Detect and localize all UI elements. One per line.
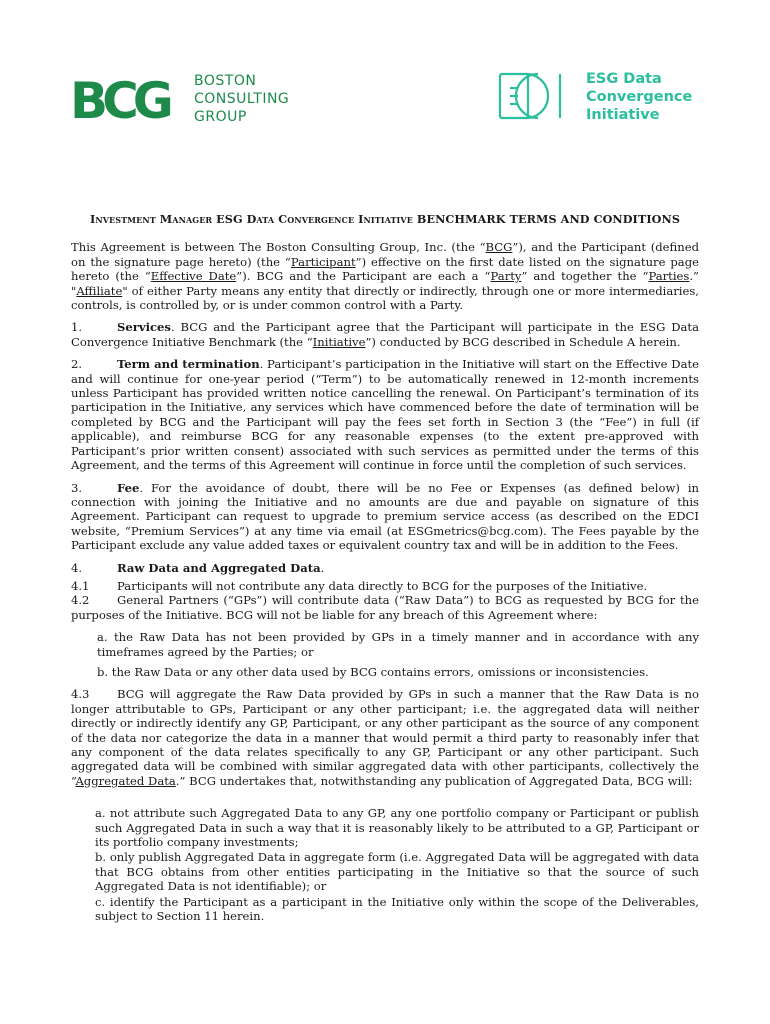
edci-logo-line1: ESG Data bbox=[586, 71, 662, 87]
clause-4-3-item-a: a. not attribute such Aggregated Data to any GP, any one portfolio company or Participant or publish such Aggregated Data in such a way that it is reasonably likely to be attributed to a GP, Participant or its portfolio company investments; bbox=[95, 806, 699, 850]
edci-logo-line2: Convergence bbox=[586, 89, 693, 105]
clause-4-2-number: 4.2 bbox=[71, 593, 90, 608]
edci-logo-line3: Initiative bbox=[586, 107, 660, 123]
defined-term-parties: Parties bbox=[648, 269, 690, 284]
section-3 bbox=[71, 481, 699, 553]
title-part-a: Investment Manager ESG Data Convergence Initiative bbox=[89, 212, 413, 226]
clause-4-1-number: 4.1 bbox=[71, 578, 90, 593]
clause-4-3-item-b: b. only publish Aggregated Data in aggregate form (i.e. Aggregated Data will be aggregated with data that BCG obtains from other entities participating in the Initiative so that the source of such Aggregated Data is not identifiable); or bbox=[95, 850, 699, 894]
defined-term-initiative: Initiative bbox=[312, 334, 366, 349]
section-3-text: . For the avoidance of doubt, there will be no Fee or Expenses (as defined below) in connection with joining the Initiative and no amounts are due and payable on signature of this Agreement. Participant can request to upgrade to premium service access (as described on the EDCI website, “Premium Services”) at any time via email (at ESGmetrics@bcg.com). The Fees payable by the Participant exclude any value added taxes or equivalent country tax and will be in addition to the Fees. bbox=[71, 480, 699, 553]
title-part-b: BENCHMARK TERMS AND CONDITIONS bbox=[416, 212, 680, 226]
section-1-heading: Services bbox=[117, 320, 171, 335]
clause-4-3-item-c: c. identify the Participant as a participant in the Initiative only within the scope of the Deliverables, subject to Section 11 herein. bbox=[95, 894, 699, 924]
section-1: 1. Services. BCG and the Participant agree that the Participant will participate in the ESG Data Convergence Initiative Benchmark (the “Initiative”) conducted by BCG described in Schedule A herein. bbox=[71, 320, 699, 349]
bcg-logo-line1: BOSTON bbox=[194, 73, 257, 89]
edci-logo bbox=[498, 68, 708, 124]
clause-4-3-list bbox=[71, 806, 699, 923]
clause-4-3: 4.3 BCG will aggregate the Raw Data provided by GPs in such a manner that the Raw Data is no longer attributable to GPs, Participant or any other participant; i.e. the aggregated data will neither directly or indirectly identify any GP, Participant, or any other participant as the source of any component of the data nor categorize the data in a manner that would permit a third party to reasonably infer that any component of the data relates specifically to any GP, Participant or any other participant. Such aggregated data will be combined with similar aggregated data with other participants, collectively the “Aggregated Data.” BCG undertakes that, notwithstanding any publication of Aggregated Data, BCG will: bbox=[71, 687, 699, 788]
document-title bbox=[71, 212, 699, 226]
bcg-logo-line2: CONSULTING bbox=[194, 91, 290, 107]
defined-term-affiliate: Affiliate bbox=[76, 283, 123, 298]
section-3-heading: Fee bbox=[117, 480, 140, 495]
clause-4-2-item-a: a. the Raw Data has not been provided by GPs in a timely manner and in accordance with any timeframes agreed by the Parties; or bbox=[97, 630, 699, 659]
section-4-heading-line: 4. Raw Data and Aggregated Data. bbox=[71, 560, 325, 575]
bcg-logo-line3: GROUP bbox=[194, 109, 247, 125]
edci-emblem-icon bbox=[500, 74, 560, 118]
clause-4-1 bbox=[71, 579, 699, 593]
defined-term-effective-date: Effective Date bbox=[150, 269, 237, 284]
bcg-logo bbox=[70, 70, 300, 126]
clause-4-3-number: 4.3 bbox=[71, 687, 90, 702]
clause-4-2-item-b: b. the Raw Data or any other data used by BCG contains errors, omissions or inconsistencies. bbox=[97, 664, 649, 679]
bcg-logo-mark: BCG bbox=[70, 72, 168, 126]
section-2 bbox=[71, 357, 699, 472]
section-4-number: 4. bbox=[71, 560, 83, 575]
clause-4-2 bbox=[71, 593, 699, 622]
clause-4-1-text: Participants will not contribute any data directly to BCG for the purposes of the Initiative. bbox=[117, 578, 648, 593]
section-2-text: . Participant’s participation in the Initiative will start on the Effective Date and will continue for one-year period (“Term”) to be automatically renewed in 12-month increments unless Participant has provided written notice cancelling the renewal. On Participant’s termination of its participation in the Initiative, any services which have commenced before the date of termination will be completed by BCG and the Participant will pay the fees set forth in Section 3 (the “Fee”) in full (if applicable), and reimburse BCG for any reasonable expenses (to the extent pre-approved with Participant’s prior written consent) associated with such services as permitted under the terms of this Agreement, and the terms of this Agreement will continue in force until the completion of such services. bbox=[71, 357, 699, 473]
clause-4-2-text: General Partners (“GPs”) will contribute data (“Raw Data”) to BCG as requested by BCG for the purposes of the Initiative. BCG will not be liable for any breach of this Agreement where: bbox=[71, 593, 699, 622]
defined-term-bcg: BCG bbox=[485, 240, 513, 255]
section-2-heading: Term and termination bbox=[117, 357, 260, 372]
spacer bbox=[71, 796, 699, 806]
intro-paragraph: This Agreement is between The Boston Consulting Group, Inc. (the “BCG”), and the Participant (defined on the signature page hereto) (the “Participant”) effective on the first date listed on the signature page hereto (the “Effective Date”). BCG and the Participant are each a “Party” and together the “Parties.” "Affiliate" of either Party means any entity that directly or indirectly, through one or more intermediaries, controls, is controlled by, or is under common control with a Party. bbox=[71, 240, 700, 313]
defined-term-participant: Participant bbox=[290, 254, 356, 269]
section-3-number: 3. bbox=[71, 480, 83, 495]
document-body bbox=[71, 212, 699, 924]
section-1-number: 1. bbox=[71, 320, 83, 335]
section-4-heading: Raw Data and Aggregated Data bbox=[117, 560, 321, 575]
defined-term-aggregated-data: Aggregated Data bbox=[75, 773, 176, 788]
defined-term-party: Party bbox=[490, 269, 522, 284]
section-2-number: 2. bbox=[71, 357, 83, 372]
